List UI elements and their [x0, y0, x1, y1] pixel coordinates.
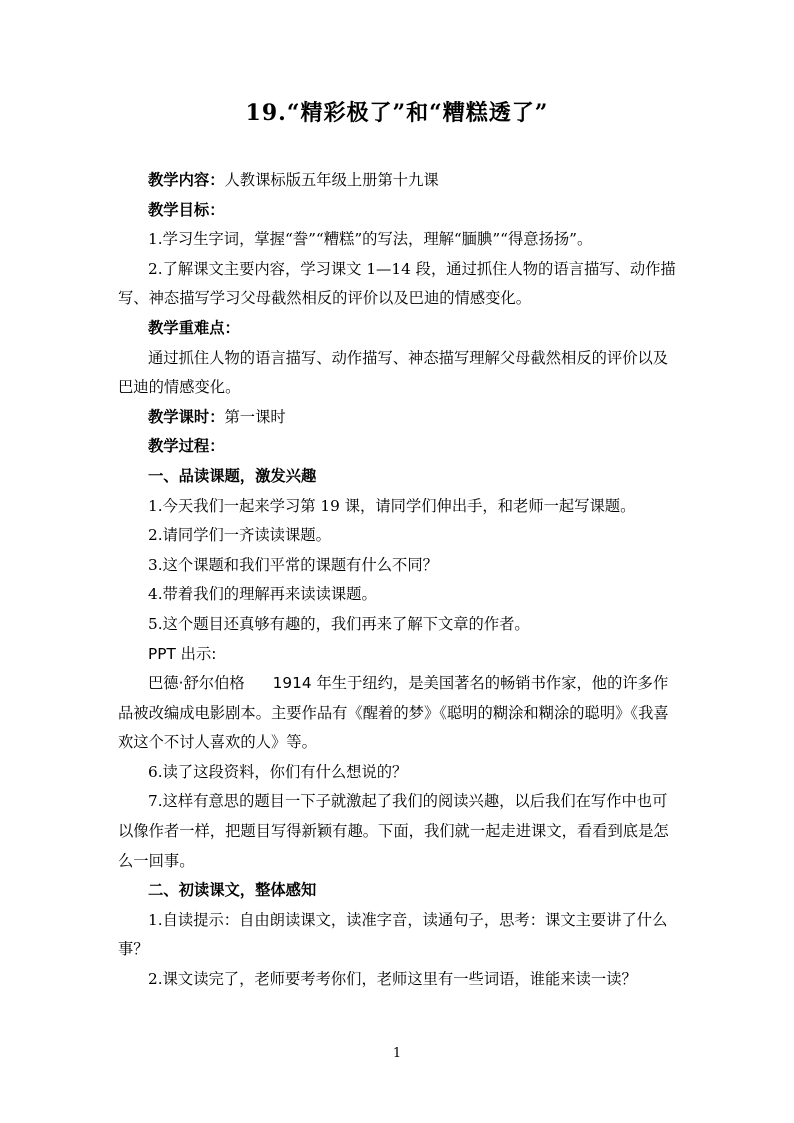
step-item: 1.自读提示：自由朗读课文，读准字音，读通句子，思考：课文主要讲了什么事？ — [118, 910, 668, 959]
objective-item: 2.了解课文主要内容，学习课文 1—14 段，通过抓住人物的语言描写、动作描写、神态描写学习父母截然相反的评价以及巴迪的情感变化。 — [118, 259, 676, 308]
process-heading: 教学过程： — [148, 437, 225, 456]
difficulty-heading: 教学重难点： — [148, 318, 240, 337]
lesson-content — [118, 166, 678, 995]
period-line — [118, 403, 678, 433]
section-heading: 一、品读课题，激发兴趣 — [148, 466, 317, 485]
page-title: 19.“精彩极了”和“糟糕透了” — [245, 100, 549, 126]
step-item: 2.课文读完了，老师要考考你们，老师这里有一些词语，谁能来读一读？ — [148, 970, 637, 989]
step-item: 2.请同学们一齐读读课题。 — [148, 526, 331, 545]
step-item: 1.今天我们一起来学习第 19 课，请同学们伸出手，和老师一起写课题。 — [148, 496, 636, 515]
content-value: 人教课标版五年级上册第十九课 — [224, 171, 439, 189]
content-line — [118, 166, 678, 196]
author-bio: 1914 年生于纽约，是美国著名的畅销书作家，他的许多作品被改编成电影剧本。主要作品有《醒着的梦》《聪明的糊涂和糊涂的聪明》《我喜欢这个不讨人喜欢的人》等。 — [118, 674, 669, 752]
content-label: 教学内容： — [148, 171, 225, 189]
step-item: 6.读了这段资料，你们有什么想说的？ — [148, 762, 408, 781]
step-item: 7.这样有意思的题目一下子就激起了我们的阅读兴趣，以后我们在写作中也可以像作者一样，把题目写得新颖有趣。下面，我们就一起走进课文，看看到底是怎么一回事。 — [118, 792, 669, 870]
page-number: 1 — [392, 1046, 402, 1061]
difficulty-text: 通过抓住人物的语言描写、动作描写、神态描写理解父母截然相反的评价以及巴迪的情感变化。 — [118, 348, 669, 397]
section-heading: 二、初读课文，整体感知 — [148, 881, 317, 900]
step-item: 4.带着我们的理解再来读读课题。 — [148, 585, 377, 604]
objectives-heading: 教学目标： — [148, 200, 225, 219]
objective-item: 1.学习生字词，掌握“誊”“糟糕”的写法，理解“腼腆”“得意扬扬”。 — [148, 230, 593, 249]
period-value: 第一课时 — [224, 407, 286, 426]
step-item: 5.这个题目还真够有趣的，我们再来了解下文章的作者。 — [148, 614, 530, 633]
step-item: 3.这个课题和我们平常的课题有什么不同？ — [148, 555, 438, 574]
period-label: 教学课时： — [148, 407, 225, 426]
author-name: 巴德·舒尔伯格 — [148, 674, 245, 693]
author-bio-block — [118, 669, 678, 758]
ppt-label: PPT 出示: — [148, 644, 217, 663]
